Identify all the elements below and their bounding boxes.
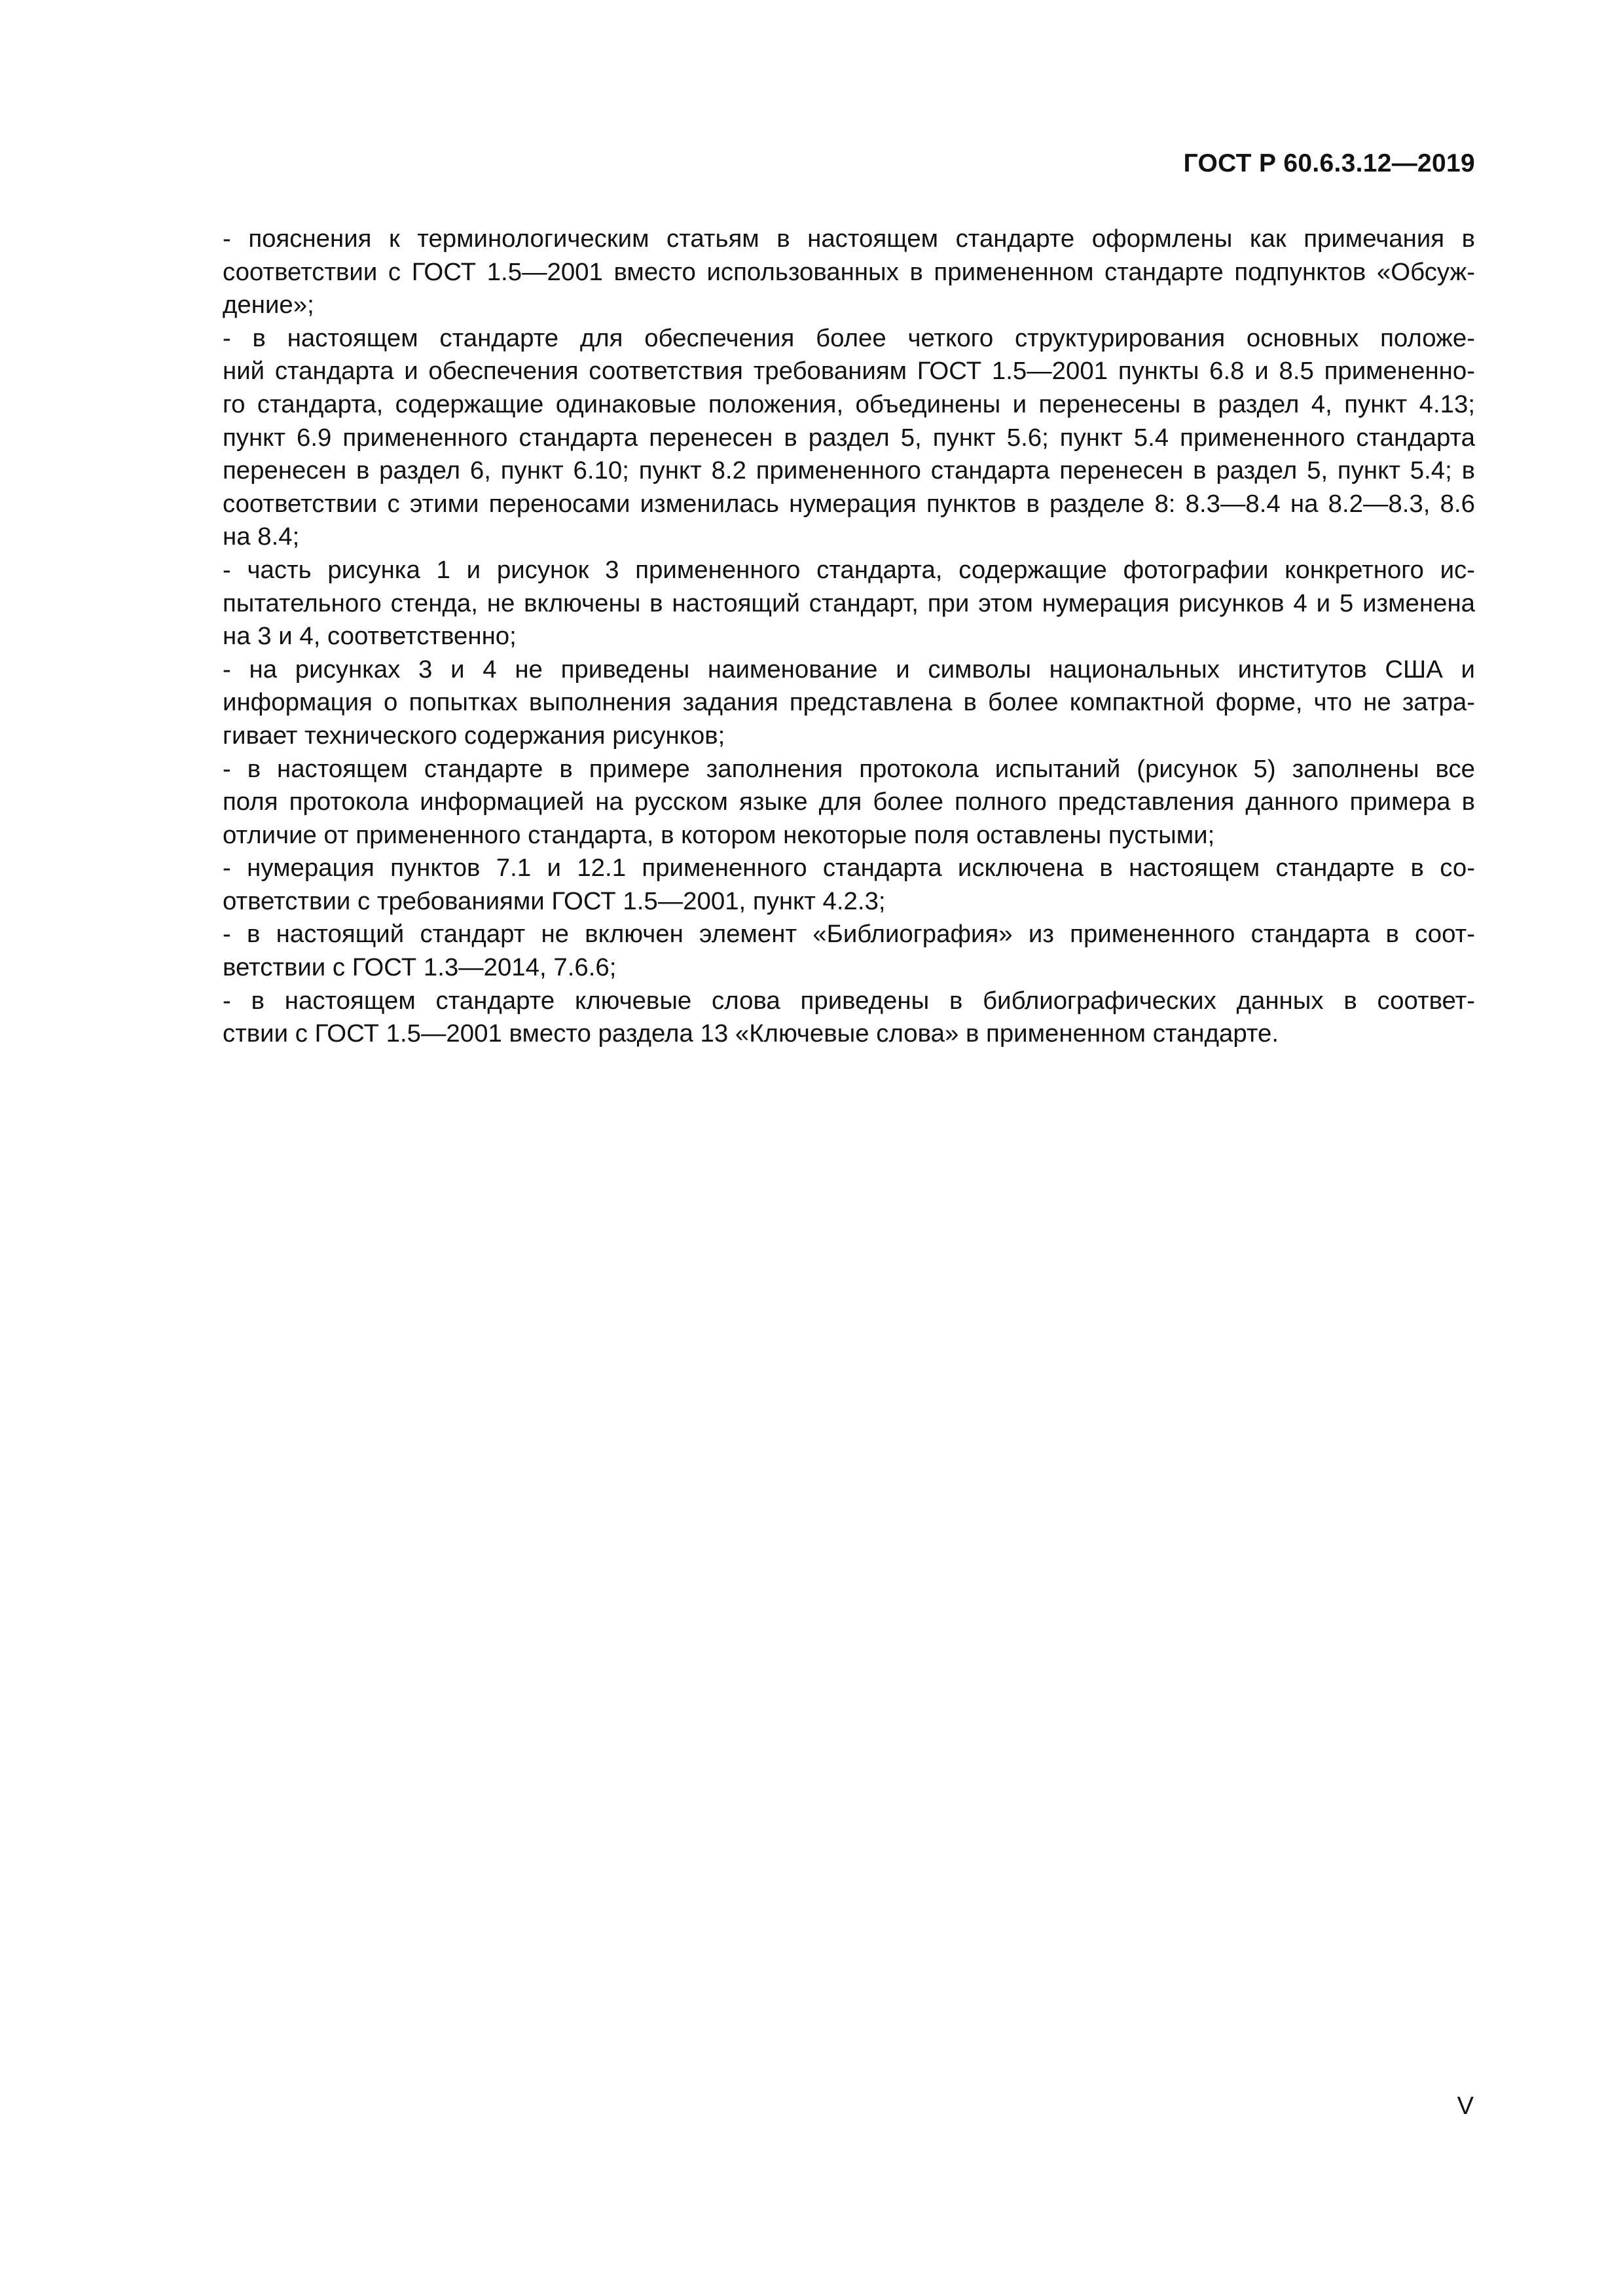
text-line: ответствии с требованиями ГОСТ 1.5—2001, пункт 4.2.3; — [223, 886, 886, 915]
text-line: пытательного стенда, не включены в настоящий стандарт, при этом нумерация рисунков 4 и 5 изменена — [223, 589, 1475, 617]
text-line: перенесен в раздел 6, пункт 6.10; пункт 8.2 примененного стандарта перенесен в раздел 5, пункт 5.4; в — [223, 456, 1475, 485]
text-line: - на рисунках 3 и 4 не приведены наименование и символы национальных институтов США и — [223, 655, 1475, 683]
list-item — [160, 653, 1475, 753]
text-line: - пояснения к терминологическим статьям в настоящем стандарте оформлены как примечания в — [223, 225, 1475, 253]
text-line: дение»; — [223, 291, 314, 319]
list-item — [160, 985, 1475, 1051]
text-line: соответствии с ГОСТ 1.5—2001 вместо использованных в примененном стандарте подпунктов «Обсуж- — [223, 257, 1475, 286]
list-item — [160, 753, 1475, 852]
text-line: - часть рисунка 1 и рисунок 3 примененного стандарта, содержащие фотографии конкретного ис- — [223, 555, 1475, 584]
text-line: поля протокола информацией на русском языке для более полного представления данного примера в — [223, 788, 1475, 816]
text-line: - нумерация пунктов 7.1 и 12.1 примененного стандарта исключена в настоящем стандарте в со- — [223, 854, 1475, 883]
list-item — [160, 223, 1475, 322]
text-line: ветствии с ГОСТ 1.3—2014, 7.6.6; — [223, 953, 617, 982]
text-line: ствии с ГОСТ 1.5—2001 вместо раздела 13 «Ключевые слова» в примененном стандарте. — [223, 1019, 1279, 1048]
text-line: гивает технического содержания рисунков; — [223, 721, 725, 750]
list-item — [160, 852, 1475, 918]
text-line: ний стандарта и обеспечения соответствия требованиям ГОСТ 1.5—2001 пункты 6.8 и 8.5 примененно- — [223, 357, 1475, 386]
text-line: - в настоящем стандарте в примере заполнения протокола испытаний (рисунок 5) заполнены все — [223, 754, 1475, 783]
text-line: - в настоящий стандарт не включен элемент «Библиография» из примененного стандарта в соот- — [223, 920, 1475, 949]
text-line: пункт 6.9 примененного стандарта перенесен в раздел 5, пункт 5.6; пункт 5.4 примененного стандарта — [223, 423, 1475, 452]
document-header-id: ГОСТ Р 60.6.3.12—2019 — [1183, 149, 1475, 177]
text-line: информация о попытках выполнения задания представлена в более компактной форме, что не затра- — [223, 688, 1475, 717]
text-line: отличие от примененного стандарта, в котором некоторые поля оставлены пустыми; — [223, 820, 1215, 849]
text-line: на 3 и 4, соответственно; — [223, 622, 517, 651]
text-line: - в настоящем стандарте для обеспечения более четкого структурирования основных положе- — [223, 323, 1475, 352]
text-line: соответствии с этими переносами изменилась нумерация пунктов в разделе 8: 8.3—8.4 на 8.2—8.3, 8.6 — [223, 489, 1475, 518]
document-body — [160, 223, 1475, 1051]
list-item — [160, 918, 1475, 984]
text-line: го стандарта, содержащие одинаковые положения, объединены и перенесены в раздел 4, пункт 4.13; — [223, 390, 1475, 418]
page-number: V — [1457, 2092, 1474, 2120]
text-line: - в настоящем стандарте ключевые слова приведены в библиографических данных в соответ- — [223, 986, 1475, 1015]
list-item — [160, 322, 1475, 554]
text-line: на 8.4; — [223, 522, 300, 551]
list-item — [160, 554, 1475, 653]
